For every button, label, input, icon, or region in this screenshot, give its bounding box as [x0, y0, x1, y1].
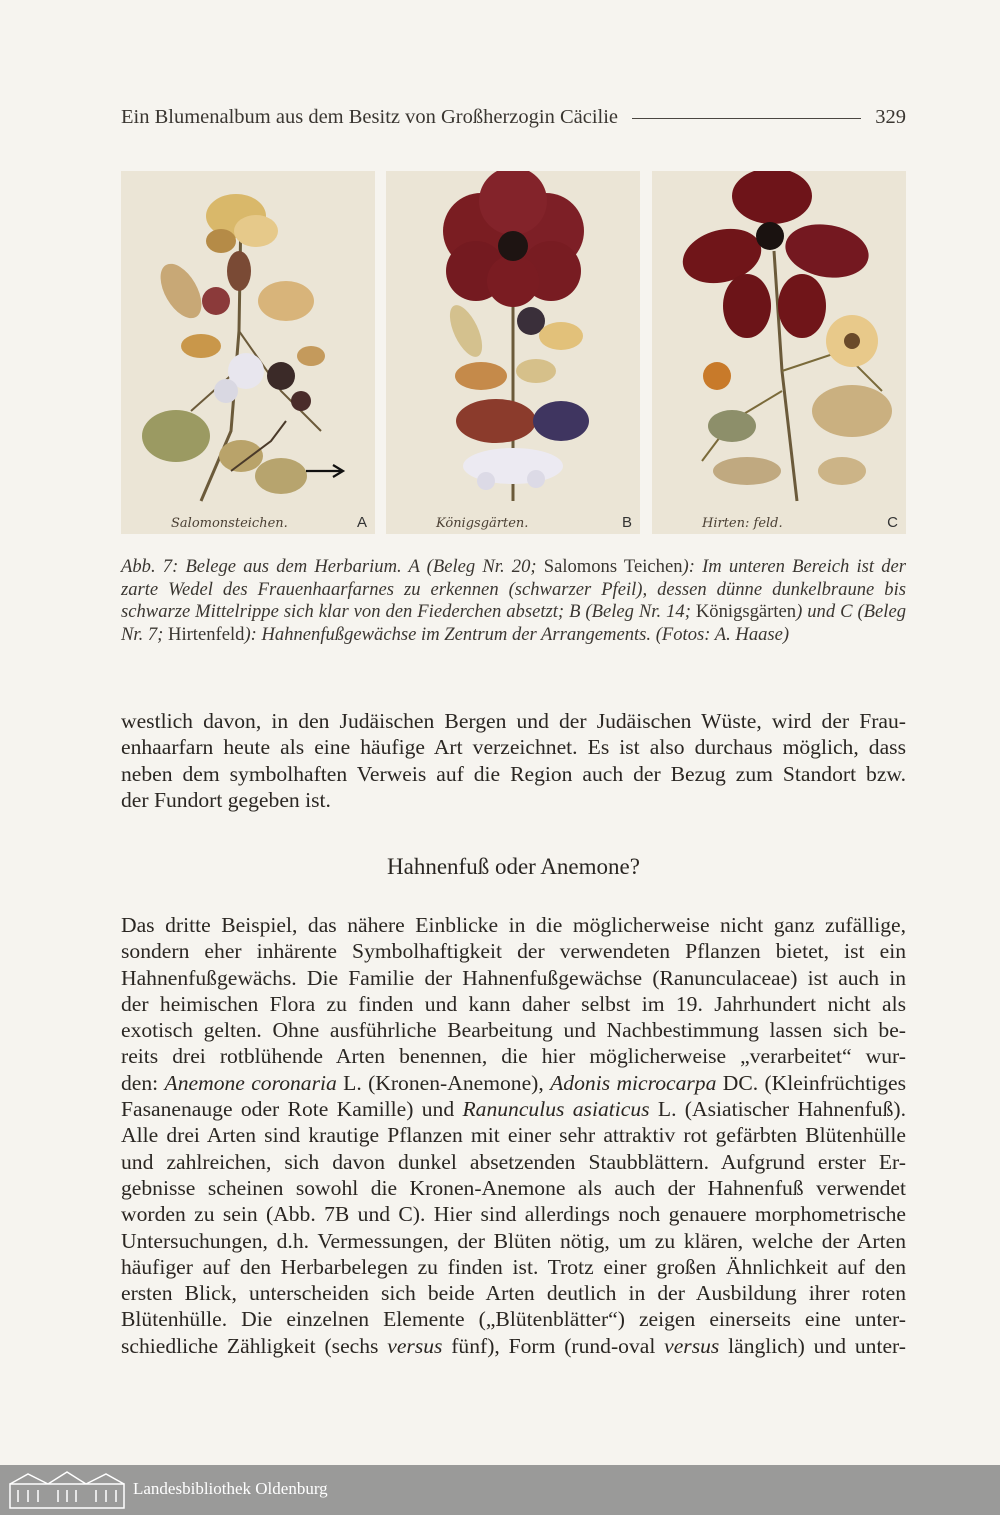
panel-letter: C: [887, 514, 898, 531]
text-line: enhaarfarn heute als eine häufige Art verzeichnet. Es ist also durchaus möglich, dass: [121, 735, 906, 760]
text-run: DC. (Kleinfrüchtiges: [716, 1070, 907, 1095]
herbarium-plate-b: [386, 171, 640, 534]
arrow-icon: [306, 465, 343, 477]
panel-letter: B: [621, 514, 632, 531]
running-head-rule: [632, 118, 861, 119]
species-name: Adonis microcarpa: [550, 1070, 717, 1095]
plate-inscription: Königsgärten.: [436, 516, 529, 531]
library-footer-bar: [0, 1465, 1000, 1515]
text-line: reits drei rotblühende Arten benennen, die hier möglicherweise „verarbeitet“ wur-: [121, 1044, 906, 1069]
pressed-flowers-illustration-c: [652, 171, 906, 534]
text-run: den:: [121, 1070, 165, 1095]
text-line: [121, 1096, 906, 1122]
text-line: ersten Blick, unterscheiden sich beide Arten deutlich in der Ausbildung ihrer roten: [121, 1281, 906, 1306]
text-line: worden zu sein (Abb. 7B und C). Hier sind allerdings noch genauere morphometrische: [121, 1202, 906, 1227]
plate-inscription: Hirten: feld.: [702, 516, 783, 531]
text-line: häufiger auf den Herbarbelegen zu finden ist. Trotz einer großen Ähnlichkeit auf den: [121, 1254, 906, 1279]
running-head-title: Ein Blumenalbum aus dem Besitz von Großherzogin Cäcilie: [121, 105, 619, 128]
text-run: schiedliche Zähligkeit (sechs: [121, 1333, 388, 1358]
species-name: Anemone coronaria: [164, 1070, 337, 1095]
paragraph-1: [121, 708, 906, 813]
library-name: Landesbibliothek Oldenburg: [133, 1479, 328, 1498]
caption-text: Hirtenfeld: [168, 623, 245, 645]
text-line: und zahlreichen, sich davon dunkel absetzenden Staubblättern. Aufgrund erster Er-: [121, 1149, 906, 1174]
caption-text: ) und C (Beleg Nr. 7;: [121, 601, 906, 645]
pressed-flowers-illustration-a: [121, 171, 375, 534]
caption-text: Salomons Teichen: [543, 556, 683, 577]
text-line: neben dem symbolhaften Verweis auf die Region auch der Bezug zum Standort bzw.: [121, 761, 906, 786]
section-heading: Hahnenfuß oder Anemone?: [387, 854, 640, 879]
pressed-flowers-illustration-b: [386, 171, 640, 534]
text-line: der heimischen Flora zu finden und kann daher selbst im 19. Jahrhundert nicht als: [121, 991, 906, 1016]
page-number: 329: [875, 105, 906, 128]
herbarium-plate-a: [121, 171, 375, 534]
library-building-icon: [8, 1470, 126, 1510]
text-line: Untersuchungen, d.h. Vermessungen, der Blüten nötig, um zu klären, welche der Arten: [121, 1228, 906, 1253]
panel-letter: A: [356, 514, 367, 531]
running-head: [121, 102, 906, 132]
text-line: Hahnenfußgewächs. Die Familie der Hahnenfußgewächse (Ranunculaceae) ist auch in: [121, 965, 906, 990]
text-run: L. (Asiatischer Hahnenfuß).: [649, 1097, 906, 1122]
caption-text: ): Im unteren Bereich ist der zarte Wedel des Frauenhaarfarnes zu erkennen (schwarzer Pfeil), dessen dünne dunkelbraune bis schwarze Mittelrippe sich klar von den Fiederchen absetzt; B (Beleg Nr. 14;: [121, 556, 906, 622]
text-line: der Fundort gegeben ist.: [121, 787, 331, 812]
text-run: L. (Kronen-Anemone),: [336, 1070, 551, 1095]
herbarium-plate-c: [652, 171, 906, 534]
species-name: Ranunculus asiaticus: [462, 1097, 650, 1122]
caption-text: Abb. 7: Belege aus dem Herbarium. A (Beleg Nr. 20;: [121, 556, 544, 577]
figure-caption: [121, 556, 906, 646]
text-line: sondern eher inhärente Symbolhaftigkeit der verwendeten Pflanzen bietet, ist ein: [121, 939, 906, 964]
text-run: Fasanenauge oder Rote Kamille) und: [121, 1097, 463, 1122]
text-line: [121, 1070, 906, 1096]
text-run: länglich) und unter-: [719, 1333, 906, 1358]
text-run: versus: [387, 1333, 443, 1358]
figure-herbarium-plates: [121, 171, 906, 534]
paragraph-2: [121, 912, 906, 1359]
text-line: Das dritte Beispiel, das nähere Einblicke in die möglicherweise nicht ganz zufällige,: [121, 913, 906, 937]
plate-inscription: Salomonsteichen.: [171, 516, 288, 531]
text-line: Blütenhülle. Die einzelnen Elemente („Blütenblätter“) zeigen einerseits eine unter-: [121, 1307, 906, 1332]
text-line: gebnisse scheinen sowohl die Kronen-Anemone als auch der Hahnenfuß verwendet: [121, 1175, 906, 1200]
text-line: westlich davon, in den Judäischen Bergen und der Judäischen Wüste, wird der Frau-: [121, 709, 906, 733]
caption-text: ): Hahnenfußgewächse im Zentrum der Arrangements. (Fotos: A. Haase): [244, 623, 790, 645]
text-line: [121, 1333, 906, 1359]
text-line: exotisch gelten. Ohne ausführliche Bearbeitung und Nachbestimmung lassen sich be-: [121, 1018, 906, 1043]
caption-text: Königsgärten: [695, 601, 797, 622]
text-line: Alle drei Arten sind krautige Pflanzen mit einer sehr attraktiv rot gefärbten Blütenhülle: [121, 1123, 906, 1148]
text-run: fünf), Form (rund-oval: [442, 1333, 665, 1358]
text-run: versus: [664, 1333, 720, 1358]
